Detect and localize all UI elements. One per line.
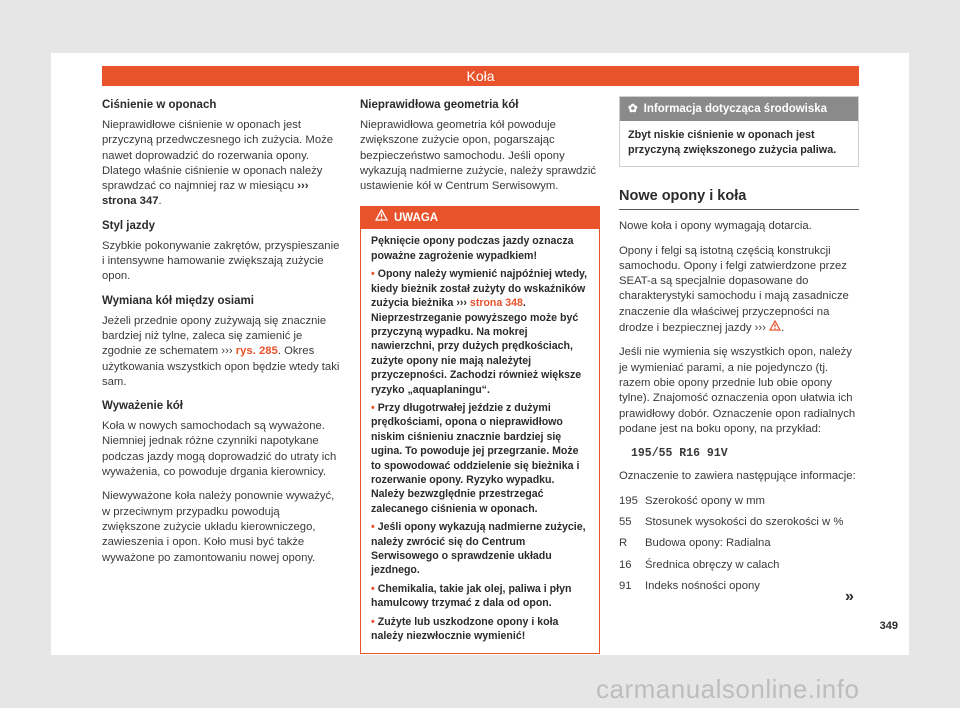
continue-mark: » bbox=[845, 588, 854, 605]
text: Jeśli opony wykazują nadmierne zużycie, należy zwrócić się do Centrum Serwisowego o sprawdzenie układu jezdnego. bbox=[371, 521, 586, 577]
paragraph: Oznaczenie to zawiera następujące informacje: bbox=[619, 470, 856, 483]
environment-icon: ✿ bbox=[628, 103, 638, 115]
warning-header bbox=[361, 207, 599, 229]
warning-triangle-icon bbox=[769, 322, 781, 334]
paragraph: Koła w nowych samochodach są wyważone. Niemniej jednak różne czynniki napotykane podczas jazdy mogą doprowadzić do utraty ich wyważenia, co powoduje drgania kierownicy. bbox=[102, 420, 337, 479]
warning-triangle-icon bbox=[375, 207, 388, 229]
paragraph: Nieprawidłowa geometria kół powoduje zwiększone zużycie opon, pogarszając bezpieczeństwo samochodu. Jeśli opony wykazują nadmierne zużycie, należy sprawdzić ustawienie kół w Centrum Serwisowym. bbox=[360, 119, 597, 193]
tire-spec-row bbox=[619, 494, 859, 509]
chapter-title: Koła bbox=[102, 66, 859, 86]
paragraph: Opony i felgi są istotną częścią konstrukcji samochodu. Opony i felgi zatwierdzone przez SEAT-a są specjalnie dopasowane do charakterystyki samochodu i mają zasadnicze znaczenie dla właściwej przyczepności na drodze i bezpiecznej jazdy ››› . bbox=[619, 244, 849, 335]
paragraph: Nowe koła i opony wymagają dotarcia. bbox=[619, 220, 812, 233]
paragraph: Szybkie pokonywanie zakrętów, przyspieszanie i intensywne hamowanie zwiększają zużycie opon. bbox=[102, 239, 340, 283]
warning-item bbox=[371, 267, 589, 397]
column-right bbox=[619, 98, 859, 600]
tire-spec-list bbox=[619, 494, 859, 594]
spec-key: 16 bbox=[619, 558, 632, 571]
heading-wheel-geometry: Nieprawidłowa geometria kół bbox=[360, 99, 519, 111]
bullet-icon: • bbox=[371, 521, 375, 534]
tire-spec-row bbox=[619, 536, 859, 551]
warning-body bbox=[361, 229, 599, 653]
paragraph: Niewyważone koła należy ponownie wyważyć, w przeciwnym przypadku powodują zwiększone zużycie układu kierowniczego, zawieszenia i opon. Koło musi być także wyważone po zamontowaniu nowej opony. bbox=[102, 490, 335, 564]
warning-title: UWAGA bbox=[394, 212, 439, 225]
warning-item bbox=[371, 401, 589, 516]
text: Jeżeli przednie opony zużywają się znacznie bardziej niż tylne, zaleca się zamienić je zgodnie ze schematem ››› bbox=[102, 314, 327, 358]
warning-item bbox=[371, 520, 589, 578]
bullet-icon: • bbox=[371, 582, 375, 595]
tire-spec-row bbox=[619, 558, 859, 573]
text: Chemikalia, takie jak olej, paliwa i płyn hamulcowy trzymać z dala od opon. bbox=[371, 582, 572, 610]
heading-driving-style: Styl jazdy bbox=[102, 219, 156, 232]
spec-value: Budowa opony: Radialna bbox=[645, 537, 771, 550]
heading-tire-pressure: Ciśnienie w oponach bbox=[102, 99, 217, 111]
spec-value: Indeks nośności opony bbox=[645, 579, 760, 592]
environment-header bbox=[620, 97, 858, 121]
tire-spec-row bbox=[619, 515, 859, 530]
bullet-icon: • bbox=[371, 615, 375, 628]
spec-value: Stosunek wysokości do szerokości w % bbox=[645, 516, 844, 529]
warning-item bbox=[371, 615, 589, 644]
text: Nieprawidłowe ciśnienie w oponach jest przyczyną przedwczesnego ich zużycia. Może nawet doprowadzić do rozerwania opony. Dlatego właśnie ciśnienie w oponach należy sprawdzać co najmniej raz w miesiącu bbox=[102, 119, 334, 193]
spec-key: R bbox=[619, 537, 628, 550]
column-left bbox=[102, 98, 340, 575]
paragraph bbox=[102, 314, 340, 390]
text: Przy długotrwałej jeździe z dużymi prędkościami, opona o nieprawidłowo niskim ciśnieniu znacznie bardziej się ugina. To powoduje jej przegrzanie. Może to spowodować oddzielenie się bieżnika i rozerwanie opony. Ryzyko wypadku. Należy bezwzględnie przestrzegać zalecanego ciśnienia w oponach. bbox=[371, 401, 580, 515]
column-middle bbox=[360, 98, 600, 654]
text: . Nieprzestrzeganie powyższego może być przyczyną wypadku. Na mokrej nawierzchni, przy dużych prędkościach, zużyte opony nie mają należytej przyczepności. Zachodzi również większe ryzyko „aquaplaningu“. bbox=[371, 297, 582, 396]
tire-code-example: 195/55 R16 91V bbox=[631, 447, 728, 461]
bullet-icon: • bbox=[371, 268, 375, 281]
bullet-icon: • bbox=[371, 401, 375, 414]
paragraph: Nieprawidłowe ciśnienie w oponach jest przyczyną przedwczesnego ich zużycia. Może nawet doprowadzić do rozerwania opony. Dlatego właśnie ciśnienie w oponach należy sprawdzać co najmniej raz w miesiącu ››› strona 347. bbox=[102, 119, 334, 208]
spec-value: Średnica obręczy w calach bbox=[645, 558, 780, 571]
tire-spec-row bbox=[619, 579, 859, 594]
heading-wheel-balance: Wyważenie kół bbox=[102, 400, 183, 413]
warning-item bbox=[371, 582, 589, 611]
environment-text: Zbyt niskie ciśnienie w oponach jest przyczyną zwiększonego zużycia paliwa. bbox=[628, 129, 837, 156]
spec-key: 91 bbox=[619, 579, 632, 592]
text: Zużyte lub uszkodzone opony i koła należy niezwłocznie wymienić! bbox=[371, 615, 559, 643]
figure-link[interactable]: rys. 285 bbox=[235, 345, 278, 358]
warning-box bbox=[360, 206, 600, 654]
environment-info-box bbox=[619, 96, 859, 167]
page-number: 349 bbox=[879, 620, 898, 632]
text: Opony należy wymienić najpóźniej wtedy, kiedy bieżnik został zużyty do wskaźników zużycia bieżnika ››› bbox=[371, 268, 588, 310]
section-title-new-tires: Nowe opony i koła bbox=[619, 189, 859, 210]
spec-key: 195 bbox=[619, 494, 638, 507]
page-reference: ››› strona 347 bbox=[102, 180, 309, 208]
page-reference[interactable]: strona 348 bbox=[469, 297, 523, 310]
watermark: carmanualsonline.info bbox=[596, 674, 860, 704]
text: Opony i felgi są istotną częścią konstrukcji samochodu. Opony i felgi zatwierdzone przez SEAT-a są specjalnie dopasowane do charakterystyki samochodu i mają zasadnicze znaczenie dla właściwej przyczepności na drodze i bezpiecznej jazdy ››› bbox=[619, 244, 849, 335]
spec-value: Szerokość opony w mm bbox=[645, 494, 765, 507]
paragraph: Jeśli nie wymienia się wszystkich opon, należy je wymieniać parami, a nie pojedynczo (tj. razem obie opony przednie lub obie opony tylne). Znajomość oznaczenia opon ułatwia ich prawidłowy dobór. Oznaczenie opon radialnych podane jest na boku opony, na przykład: bbox=[619, 346, 856, 435]
text: . Okres użytkowania wszystkich opon będzie wtedy taki sam. bbox=[102, 345, 340, 388]
environment-title: Informacja dotycząca środowiska bbox=[643, 103, 828, 115]
warning-intro: Pęknięcie opony podczas jazdy oznacza poważne zagrożenie wypadkiem! bbox=[371, 235, 574, 262]
spec-key: 55 bbox=[619, 516, 632, 529]
heading-wheel-rotation: Wymiana kół między osiami bbox=[102, 294, 254, 307]
